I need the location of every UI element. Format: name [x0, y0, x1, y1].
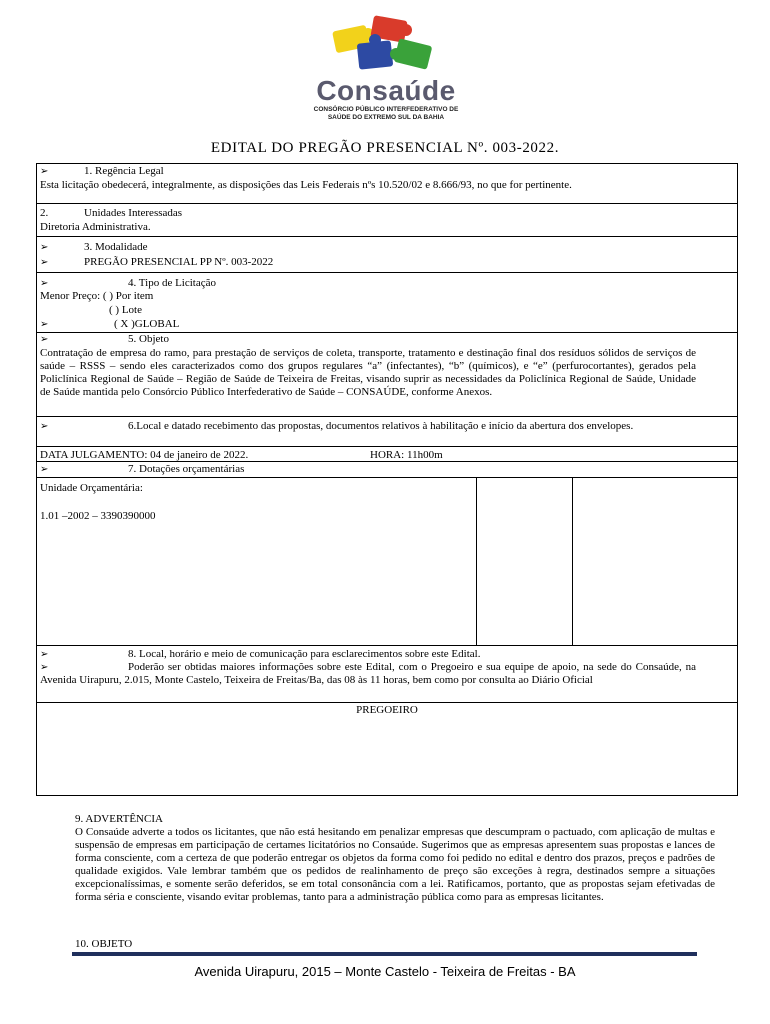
footer-divider [72, 952, 697, 956]
arrow-bullet-icon: ➢ [40, 166, 49, 177]
arrow-bullet-icon: ➢ [40, 421, 49, 432]
section-4-heading: ➢ 4. Tipo de Licitação [40, 277, 216, 289]
column-divider [572, 477, 573, 645]
section-10-heading: 10. OBJETO [75, 938, 133, 950]
arrow-bullet-icon: ➢ [40, 464, 49, 475]
section-7-heading: ➢ 7. Dotações orçamentárias [40, 463, 245, 475]
section-1-text: Esta licitação obedecerá, integralmente, as disposições das Leis Federais nºs 10.520/02 e 8.666/93, no que for pertinente. [40, 179, 572, 191]
section-9 [75, 813, 715, 904]
row-divider [36, 461, 738, 462]
row-divider [36, 645, 738, 646]
section-2-text: Diretoria Administrativa. [40, 221, 151, 233]
arrow-bullet-icon: ➢ [40, 334, 49, 345]
row-divider [36, 702, 738, 703]
section-3-text: ➢ PREGÃO PRESENCIAL PP Nº. 003-2022 [40, 256, 274, 268]
brand-block [298, 76, 474, 122]
section-5-heading: ➢ 5. Objeto [40, 333, 169, 345]
section-8-heading: ➢ 8. Local, horário e meio de comunicação para esclarecimentos sobre este Edital. [40, 648, 481, 660]
row-divider [36, 477, 738, 478]
section-8-text: ➢ Poderão ser obtidas maiores informações sobre este Edital, com o Pregoeiro e sua equipe de apoio, na sede do Consaúde, na Avenida Uirapuru, 2.015, Monte Castelo, Teixeira de Freitas/Ba, das 08 às 11 horas, bem como por consulta ao Diário Oficial [40, 661, 696, 686]
budget-unit-label: Unidade Orçamentária: [40, 482, 143, 494]
section-1-heading: ➢ 1. Regência Legal [40, 165, 164, 177]
section-9-heading: 9. ADVERTÊNCIA [75, 813, 163, 825]
row-divider [36, 272, 738, 273]
arrow-bullet-icon: ➢ [40, 319, 49, 330]
section-4-option-lote: ( ) Lote [109, 304, 142, 316]
puzzle-green-piece [390, 38, 432, 70]
section-2-heading: 2. Unidades Interessadas [40, 207, 183, 219]
section-5-text: Contratação de empresa do ramo, para prestação de serviços de coleta, transporte, tratamento e destinação final dos resíduos sólidos de serviços de saúde – RSSS – sendo eles caracterizados como dos grupos regulares “a” (infectantes), “b” (químicos), e “e” (perfurocortantes), gerados pela Policlínica Regional de Saúde – Região de Saúde de Teixeira de Freitas, visando suprir as necessidades da Policlínica Regional de Saúde, Unidade de Saúde mantida pelo Consórcio Público Interfederativo de Saúde – CONSAÚDE, conforme Anexos. [40, 347, 696, 398]
budget-code: 1.01 –2002 – 3390390000 [40, 510, 156, 522]
brand-subtitle-2: SAÚDE DO EXTREMO SUL DA BAHIA [327, 114, 445, 121]
arrow-bullet-icon: ➢ [40, 242, 49, 253]
judgment-date: DATA JULGAMENTO: 04 de janeiro de 2022. [40, 449, 249, 461]
row-divider [36, 236, 738, 237]
section-9-text: O Consaúde adverte a todos os licitantes, que não está hesitando em penalizar empresas que descumpram o pactuado, com aplicação de multas e suspensão de empresas em participação de certames licitatórios no Consaúde. Sugerimos que as empresas apresentem suas propostas e lances de forma consciente, com a certeza de que poderão entregar os objetos da forma como foi pedido no edital e dentro dos prazos, preços e padrões de qualidade exigidos. Vale lembrar também que os pedidos de realinhamento de preço são exceções à regra, destinados sempre a situações excepcionalíssimas, e somente serão deferidos, se em total consonância com a lei. Ratificamos, portanto, que as propostas sejam efetivadas de forma séria e consciente, visando evitar problemas, tanto para a administração pública como para as empresas licitantes. [75, 826, 715, 903]
signature-label: PREGOEIRO [356, 704, 418, 716]
footer-address: Avenida Uirapuru, 2015 – Monte Castelo - Teixeira de Freitas - BA [194, 964, 576, 979]
row-divider [36, 446, 738, 447]
arrow-bullet-icon: ➢ [40, 662, 49, 673]
row-divider [36, 203, 738, 204]
document-title: EDITAL DO PREGÃO PRESENCIAL Nº. 003-2022. [210, 140, 560, 156]
brand-name: Consaúde [316, 75, 456, 106]
arrow-bullet-icon: ➢ [40, 278, 49, 289]
brand-subtitle-1: CONSÓRCIO PÚBLICO INTERFEDERATIVO DE [313, 106, 459, 113]
column-divider [476, 477, 477, 645]
section-6-heading: ➢ 6.Local e datado recebimento das propostas, documentos relativos à habilitação e início da abertura dos envelopes. [40, 420, 634, 432]
arrow-bullet-icon: ➢ [40, 649, 49, 660]
section-4-option-global: ➢ ( X )GLOBAL [40, 318, 180, 330]
section-4-option-item: Menor Preço: ( ) Por item [40, 290, 154, 302]
judgment-time: HORA: 11h00m [370, 449, 443, 461]
section-3-heading: ➢ 3. Modalidade [40, 241, 148, 253]
row-divider [36, 416, 738, 417]
arrow-bullet-icon: ➢ [40, 257, 49, 268]
